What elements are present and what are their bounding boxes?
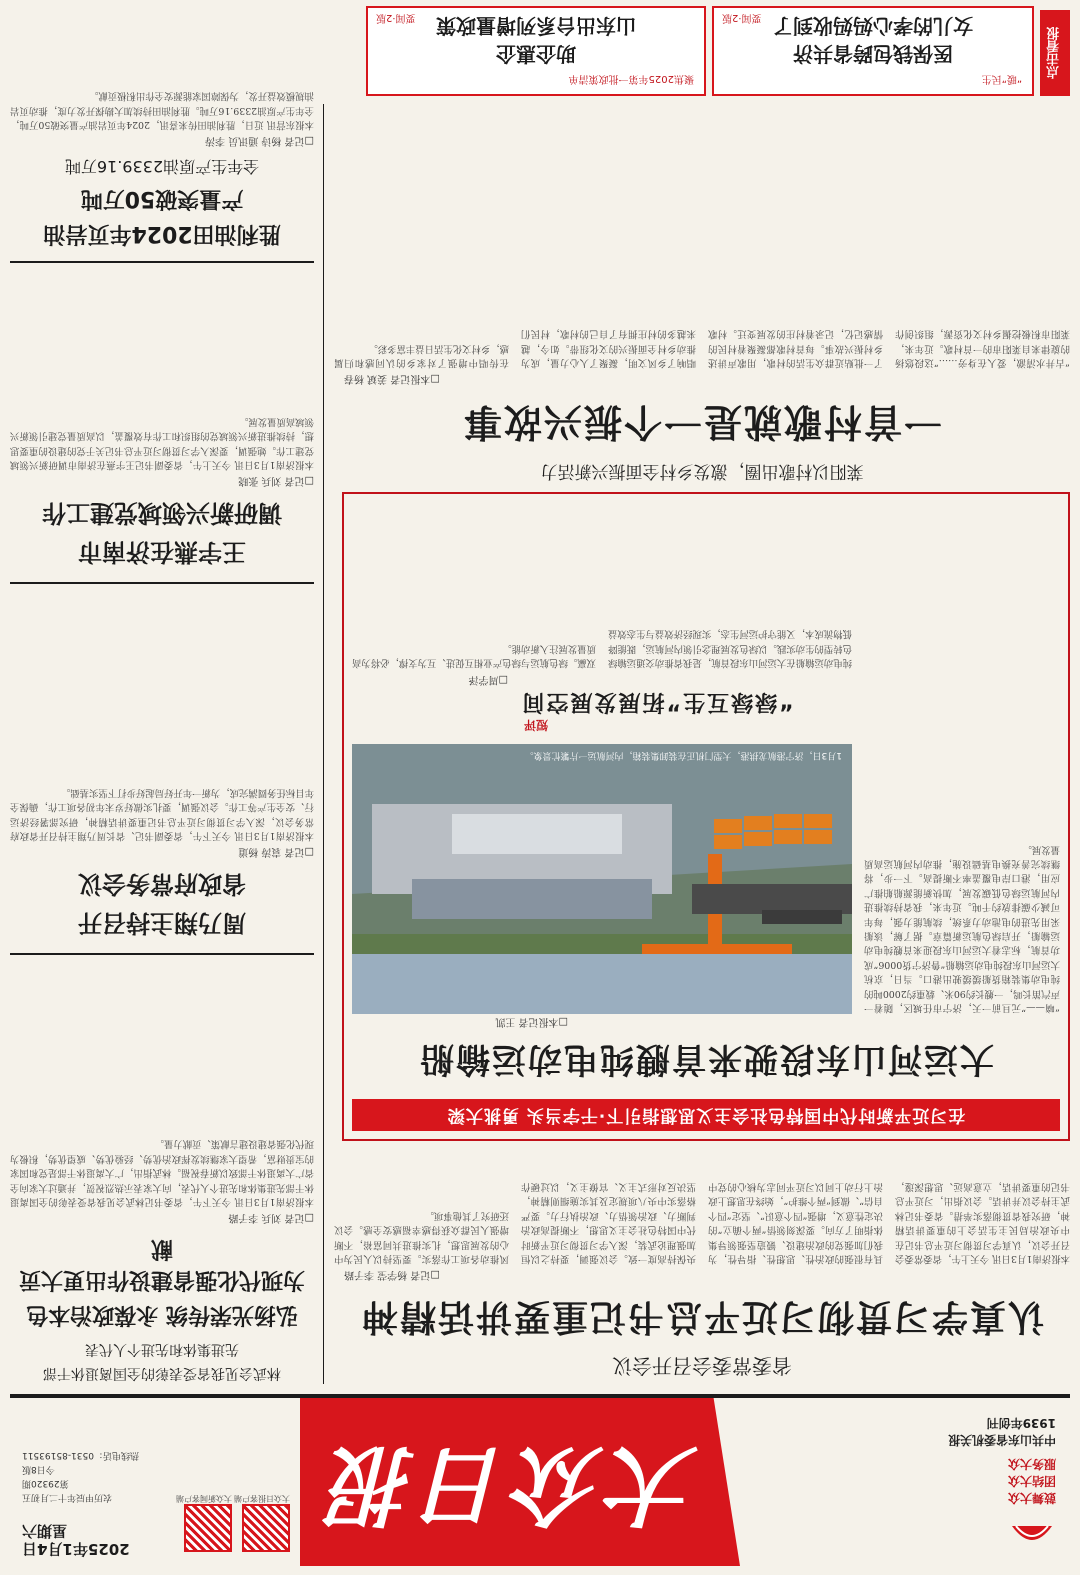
sidebar: [10, 0, 314, 1384]
qr-code-2[interactable]: [176, 1493, 232, 1552]
village-byline: □本报记者 姜斌 杨春: [344, 373, 440, 384]
village-body: “古井水清澈，爱人在身旁……”这段悠扬的旋律来自莱阳市的一首村歌。近年来，莱阳市积极挖掘乡村文化资源，组织创作了一批贴近群众生活的村歌，用歌声讲述乡村振兴故事。每首村歌都凝聚着村民的情感记忆，记录着村庄的发展变迁。村歌唱响了乡风文明，凝聚了人心力量，成为推动乡村全面振兴的文化纽带。如今，越来越多的村庄拥有了自己的村歌，村民们在传唱中增强了对家乡的认同感和归属感，乡村文化生活日益丰富多彩。: [334, 328, 1070, 368]
column-divider: [323, 104, 324, 1384]
qr-label-2: 大众新闻客户端: [176, 1494, 232, 1503]
issue-number: 第29320期: [22, 1478, 69, 1488]
promo-more-link[interactable]: 要闻·2版: [376, 12, 416, 23]
feature-photo[interactable]: [352, 744, 852, 1014]
sidebar-divider: [10, 582, 314, 584]
comment-body: 纯电动运输船在大运河山东段首航，是我省推动交通运输绿色转型的生动实践。以绿色发展理念引领内河航运，既能降低物流成本，又能守护运河生态，实现经济效益与生态效益双赢。绿色航运与绿色产业相互促进、互为支撑，必将为高质量发展注入新动能。: [352, 628, 852, 668]
promo-tag: 聚焦2025年第一批政策清单: [568, 73, 694, 84]
village-headline: 一首村歌就是一个振兴故事: [462, 400, 943, 444]
hotline: 热线电话：0531-85193511: [22, 1450, 139, 1460]
port-photo-illustration: [352, 744, 852, 1014]
qr-code-icon: [184, 1504, 232, 1552]
feature-box: [342, 492, 1070, 1141]
founded-year: 1939年创刊: [986, 1416, 1056, 1430]
feature-body-left: “嘀——”元旦前一天，济宁市任城区，随着一声汽笛长鸣，一艘长约90米、载重约2000吨的纯电动集装箱货船缓缓驶出港口。当日，京杭大运河山东段纯电动运输船“鲁济宁货0006”成功首航，标志着大运河山东段迎来首艘纯电动运输船，开启绿色航运新篇章。据了解，该船采用先进的电池动力系统，续航能力强，每年可减少碳排放约千吨。近年来，我省持续推进内河航运绿色低碳发展，加快新能源船舶推广应用，港口岸电覆盖率不断提高。下一步，将继续完善充换电基础设施，推动内河航运高质量发展。: [864, 843, 1060, 1013]
article-headline: 周乃翔主持召开: [78, 909, 246, 937]
article-kicker: 林武会见我省受表彰的全国离退休干部: [43, 1365, 281, 1381]
sidebar-article-3[interactable]: [10, 271, 314, 572]
comment-byline: □周学泽: [468, 674, 508, 685]
promo-card-2[interactable]: [366, 6, 706, 96]
article-headline-2: 为现代化强省建设作出更大贡献: [19, 1236, 306, 1292]
article-subtitle: 全年生产原油2339.16万吨: [64, 157, 260, 176]
feature-banner: 在习近平新时代中国特色社会主义思想指引下·干字当头 勇挑大梁: [352, 1099, 1060, 1131]
comment-headline[interactable]: “绿绿互生”拓展发展空间: [520, 689, 794, 714]
issue-details: [22, 1448, 139, 1504]
newspaper-logo[interactable]: 大众日报: [322, 1434, 698, 1535]
promo-title-1: 助企惠企: [496, 42, 576, 66]
slogans: [1008, 1455, 1056, 1506]
sidebar-divider: [10, 261, 314, 263]
article-body: 本报济南1月3日讯 今天上午，省委副书记王宇燕在济南市调研新兴领域党建工作。她强调，要深入学习贯彻习近平总书记关于党的建设的重要思想，持续推进新兴领域党的组织和工作有效覆盖，以高质量党建引领新兴领域高质量发展。: [10, 415, 314, 470]
qr-label-1: 大众日报客户端: [234, 1494, 290, 1503]
slogan-3: 服务大众: [1007, 1457, 1056, 1471]
slogan-1: 鼓舞大众: [1007, 1491, 1056, 1505]
promo-tag: “暖”民生: [981, 73, 1022, 84]
weekday: 星期六: [22, 1522, 68, 1540]
village-article[interactable]: [334, 169, 1070, 486]
organ-name: 中共山东省委机关报: [947, 1433, 1056, 1447]
article-byline: □记者 袁涛 杨道: [238, 846, 314, 857]
qr-code-1[interactable]: [234, 1493, 290, 1552]
promo-card-1[interactable]: [712, 6, 1034, 96]
promo-title-2: 山东出台系列增量政策: [436, 14, 636, 38]
article-headline: 弘扬光荣传统 永葆政治本色: [26, 1302, 298, 1327]
lunar-date: 农历甲辰年十二月初五: [22, 1492, 113, 1502]
article-body: 本报济南1月3日讯 今天下午，省委副书记、省长周乃翔主持召开省政府常务会议，深入学习贯彻习近平总书记重要讲话精神，研究部署经济运行、安全生产等工作。会议强调，要扎实做好岁末年初各项工作，确保全年目标任务圆满完成，为新一年开好局起好步打下坚实基础。: [10, 786, 314, 841]
newspaper-emblem-icon: [1008, 1520, 1056, 1556]
sidebar-article-1[interactable]: [10, 963, 314, 1384]
article-headline-2: 产量突破50万吨: [80, 186, 244, 211]
slogan-2: 团结大众: [1007, 1474, 1056, 1488]
feature-headline[interactable]: 大运河山东段驶来首艘纯电动运输船: [418, 1039, 994, 1079]
lead-article[interactable]: [334, 1100, 1070, 1384]
sidebar-article-2[interactable]: [10, 592, 314, 943]
masthead: [10, 1394, 1070, 1566]
sidebar-divider: [10, 953, 314, 955]
qr-code-icon: [242, 1504, 290, 1552]
masthead-divider: [10, 1394, 1070, 1398]
article-byline: □记者 刘兵 李子路: [228, 1212, 314, 1223]
article-headline: 王宇燕在济南市: [78, 538, 246, 566]
issue-date: 2025年1月4日: [22, 1540, 130, 1558]
article-byline: □记者 刘兵 张晓: [238, 475, 314, 486]
article-body: 本报济南1月3日讯 今天下午，省委书记林武会见我省受表彰的全国离退休干部先进集体和先进个人代表，向大家表示热烈祝贺，并通过大家向全省广大离退休干部致以新春祝福。林武指出，广大离退休干部是党和国家的宝贵财富，希望大家继续发挥政治优势、经验优势、威望优势，积极为现代化强省建设建言献策、贡献力量。: [10, 1138, 314, 1207]
article-subkicker: 先进集体和先进个人代表: [85, 1341, 239, 1357]
article-byline: □记者 杨诗 通讯员 李涛: [205, 135, 314, 146]
photo-caption: 1月3日，济宁港航龙拱港，大型门机正在装卸集装箱，内河航运一片繁忙景象。: [524, 750, 842, 760]
article-headline: 胜利油田2024年页岩油: [43, 221, 281, 246]
article-body: 本报东营讯 近日，胜利油田传来喜讯，2024年页岩油产量突破50万吨，全年生产原油2339.16万吨。胜利油田持续加大勘探开发力度，推动页岩油规模效益开发，为保障国家能源安全作出积极贡献。: [10, 90, 314, 130]
page-count: 今日8版: [22, 1464, 55, 1474]
promo-more-link[interactable]: 要闻·2版: [722, 12, 762, 23]
article-headline-2: 省政府常务会议: [78, 870, 246, 898]
article-headline-2: 调研新兴领域党建工作: [42, 499, 282, 527]
lead-headline: 认真学习贯彻习近平总书记重要讲话精神: [360, 1296, 1045, 1337]
date-info: [22, 1522, 130, 1558]
lead-body: 本报济南1月3日讯 今天上午，省委常委会召开会议，认真学习贯彻习近平总书记在中央政治局民主生活会上的重要讲话精神，研究我省贯彻落实举措。省委书记林武主持会议并讲话。会议指出，习近平总书记的重要讲话，立意高远、思想深邃，具有很强的政治性、思想性、指导性，为我们加强党的政治建设、锻造坚强领导集体指明了方向。要深刻领悟“两个确立”的决定性意义，增强“四个意识”、坚定“四个自信”、做到“两个维护”，始终在思想上政治上行动上同以习近平同志为核心的党中央保持高度一致。会议强调，要持之以恒加强理论武装，深入学习贯彻习近平新时代中国特色社会主义思想，不断提高政治判断力、政治领悟力、政治执行力。要严格落实中央八项规定及其实施细则精神，坚决反对形式主义、官僚主义，以过硬作风推动各项工作落实。要坚持以人民为中心的发展思想，扎实推进共同富裕，不断增强人民群众获得感幸福感安全感。会议还研究了其他事项。: [334, 1180, 1070, 1264]
promo-title-1: 医保钱包跨省共济: [793, 42, 953, 66]
lead-kicker: 省委常委会召开会议: [612, 1354, 792, 1378]
organ-info: [948, 1414, 1056, 1448]
comment-tag: 短评: [523, 718, 548, 732]
promo-bar: [10, 6, 1070, 96]
lead-byline: □记者 杨学莹 李子路: [344, 1269, 440, 1280]
masthead-slogan-block: [770, 1406, 1070, 1566]
village-kicker: 莱阳以村歌出圈，激发乡村全面振兴新活力: [540, 461, 864, 481]
masthead-date-block: [10, 1406, 300, 1566]
feature-byline: □本报记者 王凯: [495, 1016, 568, 1027]
promo-title-2: 女儿的孝心妈妈收到了: [773, 14, 973, 38]
promo-side-label: 点击看报: [1040, 10, 1070, 96]
